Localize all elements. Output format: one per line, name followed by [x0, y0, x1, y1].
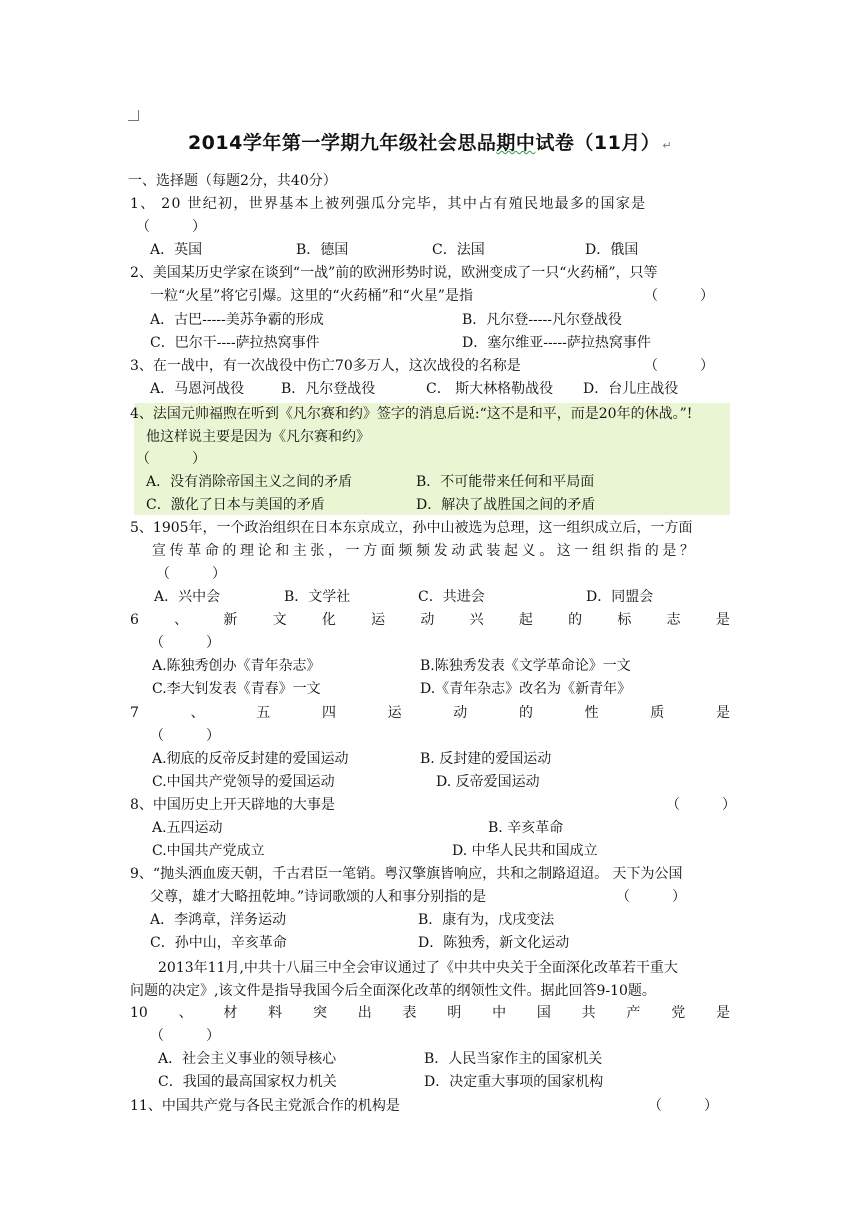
q5-option-c: C．共进会 [418, 589, 485, 605]
q7-option-b: B. 反封建的爱国运动 [420, 751, 552, 767]
q7-stem-char: 、 [190, 705, 205, 721]
q9-option-b: B．康有为，戊戌变法 [418, 912, 555, 928]
q2-answer-paren: （ ） [644, 288, 714, 304]
q7-stem-char: 7 [130, 705, 139, 721]
q10-option-b: B．人民当家作主的国家机关 [424, 1051, 603, 1067]
q6-stem-char: 、 [174, 612, 189, 628]
q10-stem-char: 10 [130, 1005, 148, 1021]
q6-option-c: C.李大钊发表《青春》一文 [152, 681, 321, 697]
q4-option-a: A．没有消除帝国主义之间的矛盾 [146, 474, 353, 490]
q7-stem-char: 质 [650, 705, 665, 721]
material-line1: 2013年11月,中共十八届三中全会审议通过了《中共中央关于全面深化改革若干重大 [158, 960, 678, 976]
q7-stem-char: 性 [584, 705, 599, 721]
q10-stem-char: 材 [223, 1005, 238, 1021]
q4-line2: 他这样说主要是因为《凡尔赛和约》 [146, 429, 370, 445]
q4-option-b: B．不可能带来任何和平局面 [416, 474, 595, 490]
q7-stem [130, 702, 730, 724]
q7-stem-char: 五 [256, 705, 271, 721]
q6-stem-char: 的 [568, 612, 583, 628]
title-suffix: 试卷（11月） [535, 132, 661, 154]
q11-answer-paren: （ ） [648, 1098, 718, 1114]
title-wavy-word: 期中 [496, 132, 536, 154]
q8-option-c: C.中国共产党成立 [152, 843, 265, 859]
q9-answer-paren: （ ） [616, 889, 686, 905]
q4-option-d: D．解决了战胜国之间的矛盾 [416, 497, 596, 513]
q7-option-c: C.中国共产党领导的爱国运动 [152, 774, 335, 790]
q7-answer-paren: （ ） [150, 728, 220, 744]
q9-option-a: A．李鸿章，洋务运动 [150, 912, 287, 928]
q6-stem-char: 起 [518, 612, 533, 628]
q5-option-a: A．兴中会 [154, 589, 221, 605]
q7-stem-char: 运 [387, 705, 402, 721]
q5-line2: 宣传革命的理论和主张，一方面频频发动武装起义。这一组织指的是？ [152, 543, 698, 559]
q10-stem-char: 明 [447, 1005, 462, 1021]
q6-stem [130, 609, 730, 631]
q2-option-b: B．凡尔登-----凡尔登战役 [462, 312, 622, 328]
q6-stem-char: 志 [666, 612, 681, 628]
q10-stem-char: 产 [626, 1005, 641, 1021]
q10-stem-char: 料 [268, 1005, 283, 1021]
q8-option-b: B. 辛亥革命 [488, 820, 564, 836]
q1-answer-paren: （ ） [136, 219, 206, 235]
corner-mark [128, 110, 139, 121]
q10-option-d: D．决定重大事项的国家机构 [424, 1074, 604, 1090]
q3-text: 3、在一战中，有一次战役中伤亡70多万人，这次战役的名称是 [130, 358, 521, 374]
section-heading: 一、选择题（每题2分，共40分） [128, 173, 337, 189]
q2-option-a: A．古巴-----美苏争霸的形成 [150, 312, 324, 328]
q8-text: 8、中国历史上开天辟地的大事是 [130, 797, 335, 813]
q3-option-b: B．凡尔登战役 [281, 381, 376, 397]
q10-stem-char: 共 [581, 1005, 596, 1021]
q6-stem-char: 兴 [469, 612, 484, 628]
q6-stem-char: 是 [715, 612, 730, 628]
q6-option-d: D.《青年杂志》改名为《新青年》 [420, 681, 632, 697]
q3-option-c: C． 斯大林格勒战役 [426, 381, 554, 397]
q10-stem-char: 表 [402, 1005, 417, 1021]
q2-option-c: C．巴尔干----萨拉热窝事件 [150, 335, 320, 351]
q1-text: 1、 20 世纪初，世界基本上被列强瓜分完毕，其中占有殖民地最多的国家是 [130, 196, 647, 212]
q10-stem-char: 、 [178, 1005, 193, 1021]
q9-option-d: D．陈独秀，新文化运动 [418, 935, 570, 951]
q10-answer-paren: （ ） [150, 1028, 220, 1044]
q7-option-a: A.彻底的反帝反封建的爱国运动 [152, 751, 349, 767]
q10-stem-char: 突 [312, 1005, 327, 1021]
q10-option-a: A．社会主义事业的领导核心 [158, 1051, 337, 1067]
q6-stem-char: 化 [321, 612, 336, 628]
q5-option-d: D．同盟会 [586, 589, 654, 605]
q4-option-c: C．激化了日本与美国的矛盾 [146, 497, 325, 513]
q5-answer-paren: （ ） [156, 566, 226, 582]
q7-stem-char: 的 [518, 705, 533, 721]
q5-line1: 5、1905年，一个政治组织在日本东京成立，孙中山被选为总理，这一组织成立后，一方面 [130, 520, 693, 536]
q8-option-d: D. 中华人民共和国成立 [452, 843, 598, 859]
title-prefix: 2014学年第一学期九年级社会思品 [187, 132, 497, 154]
q6-stem-char: 新 [223, 612, 238, 628]
q10-stem-char: 出 [357, 1005, 372, 1021]
material-line2: 问题的决定》,该文件是指导我国今后全面深化改革的纲领性文件。据此回答9-10题。 [130, 983, 656, 999]
q1-option-b: B．德国 [296, 242, 349, 258]
exam-title [0, 128, 860, 155]
q9-line1: 9、“抛头洒血废天朝，千古君臣一笔销。粤汉擎旗皆响应，共和之制路迢迢。 天下为公国 [130, 866, 683, 882]
q1-option-d: D．俄国 [585, 242, 639, 258]
q6-stem-char: 动 [420, 612, 435, 628]
q2-line1: 2、美国某历史学家在谈到“一战”前的欧洲形势时说，欧洲变成了一只“火药桶”，只等 [130, 265, 658, 281]
q10-stem [130, 1002, 730, 1024]
q6-option-a: A.陈独秀创办《青年杂志》 [152, 658, 321, 674]
q4-answer-paren: （ ） [136, 451, 206, 467]
q10-option-c: C．我国的最高国家权力机关 [158, 1074, 337, 1090]
q7-option-d: D. 反帝爱国运动 [436, 774, 540, 790]
q8-option-a: A.五四运动 [152, 820, 223, 836]
q10-stem-char: 党 [671, 1005, 686, 1021]
q2-option-d: D．塞尔维亚-----萨拉热窝事件 [462, 335, 651, 351]
q6-stem-char: 文 [272, 612, 287, 628]
q10-stem-char: 是 [715, 1005, 730, 1021]
q5-option-b: B．文学社 [284, 589, 351, 605]
q2-line2: 一粒“火星”将它引爆。这里的“火药桶”和“火星”是指 [150, 288, 473, 304]
q1-option-a: A．英国 [150, 242, 203, 258]
q10-stem-char: 国 [536, 1005, 551, 1021]
q6-stem-char: 6 [130, 612, 139, 628]
q6-option-b: B.陈独秀发表《文学革命论》一文 [420, 658, 631, 674]
q7-stem-char: 是 [715, 705, 730, 721]
q9-option-c: C．孙中山，辛亥革命 [150, 935, 287, 951]
q6-stem-char: 标 [617, 612, 632, 628]
q7-stem-char: 动 [453, 705, 468, 721]
q6-answer-paren: （ ） [150, 635, 220, 651]
q8-answer-paren: （ ） [666, 797, 736, 813]
q4-line1: 4、法国元帅福煦在听到《凡尔赛和约》签字的消息后说:“这不是和平，而是20年的休战。”! [130, 406, 693, 422]
q3-answer-paren: （ ） [644, 358, 714, 374]
q9-line2: 父尊，雄才大略扭乾坤。”诗词歌颂的人和事分别指的是 [150, 889, 487, 905]
q10-stem-char: 中 [492, 1005, 507, 1021]
q7-stem-char: 四 [321, 705, 336, 721]
q3-option-a: A．马恩河战役 [150, 381, 245, 397]
q11-text: 11、中国共产党与各民主党派合作的机构是 [130, 1098, 400, 1114]
q3-option-d: D．台儿庄战役 [583, 381, 679, 397]
q6-stem-char: 运 [371, 612, 386, 628]
q1-option-c: C．法国 [432, 242, 485, 258]
paragraph-mark: ↵ [662, 139, 673, 152]
